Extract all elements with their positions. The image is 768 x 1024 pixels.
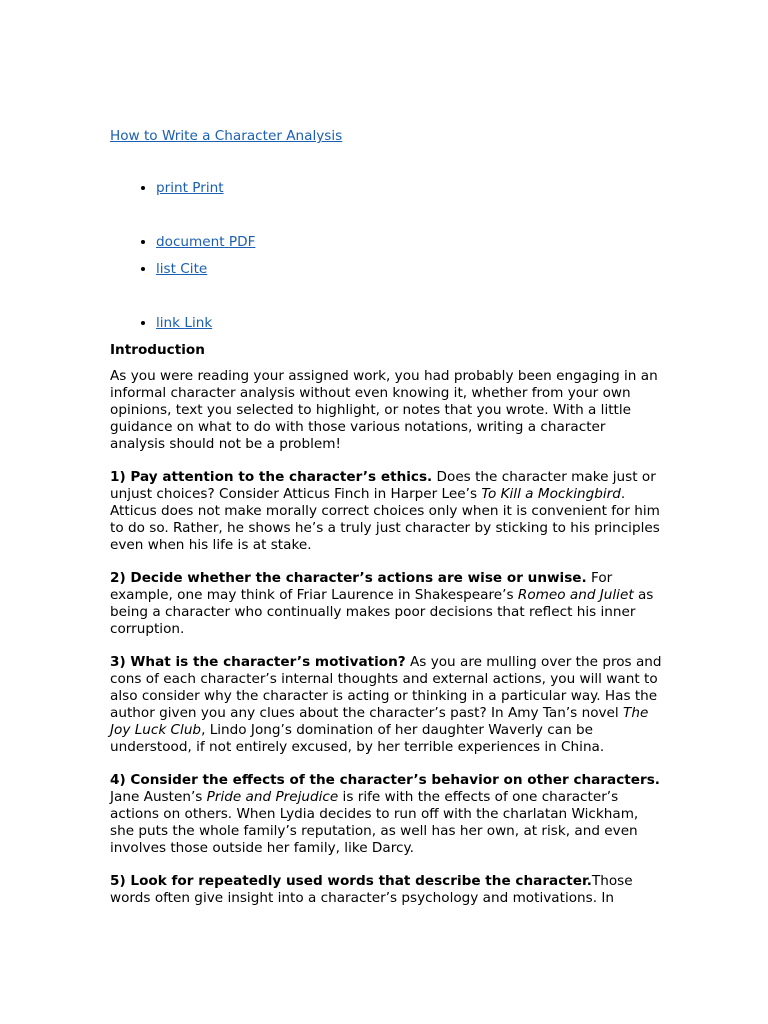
link-link-label: Link <box>184 315 213 331</box>
step-3-text-a: As you are mulling over the pros and cons of each character’s internal thoughts and external actions, you will want to also consider why the character is acting or thinking in a particular way. Has the author given you any clues about the character’s past? In Amy Tan’s novel <box>110 654 662 721</box>
action-item-cite <box>156 261 662 278</box>
step-4-text-b: is rife with the effects of one character’s actions on others. When Lydia decides to run off with the charlatan Wickham, she puts the whole family’s reputation, as well has her own, at risk, and even involves those outside her family, like Darcy. <box>110 789 639 856</box>
print-link[interactable] <box>156 180 224 196</box>
action-item-link <box>156 315 662 332</box>
action-item-pdf <box>156 234 662 251</box>
cite-link-label: Cite <box>180 261 208 277</box>
step-paragraph-4 <box>110 772 662 857</box>
step-1-text-a: Does the character make just or unjust choices? Consider Atticus Finch in Harper Lee’s <box>110 469 656 502</box>
list-icon-label: list <box>156 261 176 277</box>
step-3-lead: 3) What is the character’s motivation? <box>110 654 406 670</box>
step-4-lead: 4) Consider the effects of the character’s behavior on other characters. <box>110 772 660 788</box>
step-paragraph-1 <box>110 469 662 554</box>
link-link[interactable] <box>156 315 212 331</box>
step-paragraph-2 <box>110 570 662 638</box>
step-1-text-b: . Atticus does not make morally correct choices only when it is convenient for him to do so. Rather, he shows he’s a truly just character by sticking to his principles even when his life is at stake. <box>110 486 660 553</box>
step-5-lead: 5) Look for repeatedly used words that describe the character. <box>110 873 592 889</box>
step-1-work-title: To Kill a Mockingbird <box>481 486 621 502</box>
print-link-label: Print <box>192 180 224 196</box>
step-2-text-a: For example, one may think of Friar Laurence in Shakespeare’s <box>110 570 613 603</box>
action-item-print <box>156 180 662 197</box>
document-icon-label: document <box>156 234 225 250</box>
step-3-work-title: The Joy Luck Club <box>110 705 649 738</box>
introduction-paragraph: As you were reading your assigned work, you had probably been engaging in an informal character analysis without even knowing it, whether from your own opinions, text you selected to highlight, or notes that you wrote. With a little guidance on what to do with those various notations, writing a character analysis should not be a problem! <box>110 368 658 452</box>
step-1-lead: 1) Pay attention to the character’s ethics. <box>110 469 433 485</box>
step-2-work-title: Romeo and Juliet <box>517 587 634 603</box>
step-4-text-a: Jane Austen’s <box>110 789 207 805</box>
pdf-link-label: PDF <box>228 234 256 250</box>
step-2-text-b: as being a character who continually makes poor decisions that reflect his inner corruption. <box>110 587 654 637</box>
introduction-heading: Introduction <box>110 342 205 358</box>
print-icon-label: print <box>156 180 188 196</box>
document-body <box>110 128 662 923</box>
link-icon-label: link <box>156 315 181 331</box>
step-5-text-a: Those words often give insight into a character’s psychology and motivations. In <box>110 873 633 906</box>
step-2-lead: 2) Decide whether the character’s actions are wise or unwise. <box>110 570 587 586</box>
title-link[interactable]: How to Write a Character Analysis <box>110 128 343 144</box>
action-links-list <box>110 180 662 332</box>
step-paragraph-5 <box>110 873 662 907</box>
cite-link[interactable] <box>156 261 207 277</box>
pdf-link[interactable] <box>156 234 255 250</box>
step-paragraph-3 <box>110 654 662 756</box>
step-4-work-title: Pride and Prejudice <box>206 789 339 805</box>
step-3-text-b: , Lindo Jong’s domination of her daughter Waverly can be understood, if not entirely excused, by her terrible experiences in China. <box>110 722 605 755</box>
